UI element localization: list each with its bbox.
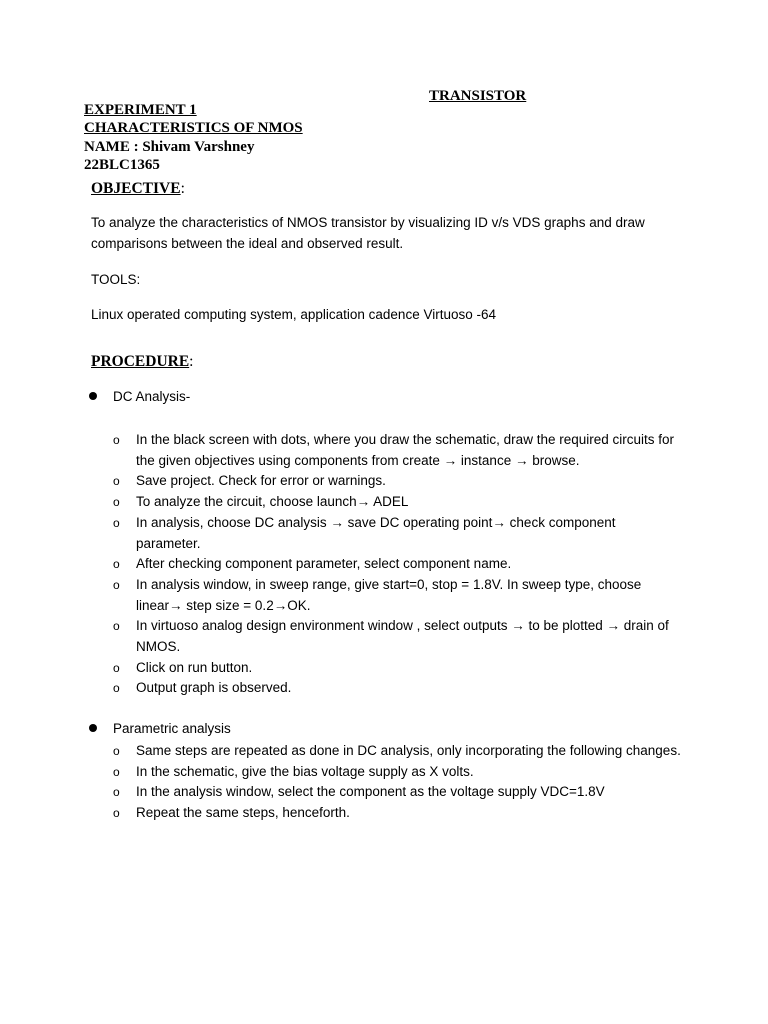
list-item: o Click on run button. — [0, 658, 768, 679]
list-item: o Save project. Check for error or warnings. — [0, 471, 768, 492]
tools-text: Linux operated computing system, application cadence Virtuoso -64 — [91, 307, 496, 322]
circle-bullet-icon: o — [113, 619, 120, 634]
document-title: TRANSISTOR — [429, 88, 527, 104]
list-item: o After checking component parameter, select component name. — [0, 554, 768, 575]
procedure-heading: PROCEDURE: — [91, 353, 194, 370]
list-item: o In the schematic, give the bias voltage supply as X volts. — [0, 762, 768, 783]
header-block — [84, 101, 303, 175]
bullet-icon — [89, 392, 97, 400]
circle-bullet-icon: o — [113, 474, 120, 489]
circle-bullet-icon: o — [113, 806, 120, 821]
list-item: o In the analysis window, select the component as the voltage supply VDC=1.8V — [0, 782, 768, 803]
circle-bullet-icon: o — [113, 577, 120, 592]
circle-bullet-icon: o — [113, 681, 120, 696]
section-label-dc-analysis: DC Analysis- — [113, 389, 191, 404]
experiment-number: EXPERIMENT 1 — [84, 102, 197, 118]
list-item: o To analyze the circuit, choose launch→ ADEL — [0, 492, 768, 513]
dc-analysis-steps — [0, 430, 768, 699]
circle-bullet-icon: o — [113, 744, 120, 758]
list-item: o In virtuoso analog design environment window , select outputs → to be plotted → drain of NMOS. — [113, 618, 669, 655]
list-item: o In analysis, choose DC analysis → save DC operating point→ check component parameter. — [113, 514, 616, 551]
list-item: o Same steps are repeated as done in DC analysis, only incorporating the following changes. — [0, 741, 768, 762]
objective-heading: OBJECTIVE: — [91, 180, 185, 197]
registration-number: 22BLC1365 — [84, 157, 160, 174]
parametric-analysis-steps — [0, 741, 768, 824]
tools-heading: TOOLS: — [91, 272, 141, 287]
circle-bullet-icon: o — [113, 515, 120, 530]
experiment-subject: CHARACTERISTICS OF NMOS — [84, 120, 303, 137]
student-name: NAME : Shivam Varshney — [84, 138, 255, 155]
circle-bullet-icon: o — [113, 764, 120, 779]
list-item: o Repeat the same steps, henceforth. — [0, 803, 768, 824]
objective-text: To analyze the characteristics of NMOS transistor by visualizing ID v/s VDS graphs and draw comparisons between the ideal and observed result. — [91, 215, 645, 251]
list-item: o Output graph is observed. — [0, 678, 768, 699]
circle-bullet-icon: o — [113, 433, 120, 447]
list-item: o In the black screen with dots, where you draw the schematic, draw the required circuits for the given objectives using components from create → instance → browse. — [113, 432, 674, 468]
circle-bullet-icon: o — [113, 557, 120, 572]
bullet-icon — [89, 724, 97, 732]
circle-bullet-icon: o — [113, 785, 120, 800]
section-label-parametric-analysis: Parametric analysis — [113, 721, 231, 736]
circle-bullet-icon: o — [113, 495, 120, 510]
list-item: o In analysis window, in sweep range, give start=0, stop = 1.8V. In sweep type, choose linear→ step size = 0.2→OK. — [113, 576, 642, 613]
circle-bullet-icon: o — [113, 660, 120, 675]
